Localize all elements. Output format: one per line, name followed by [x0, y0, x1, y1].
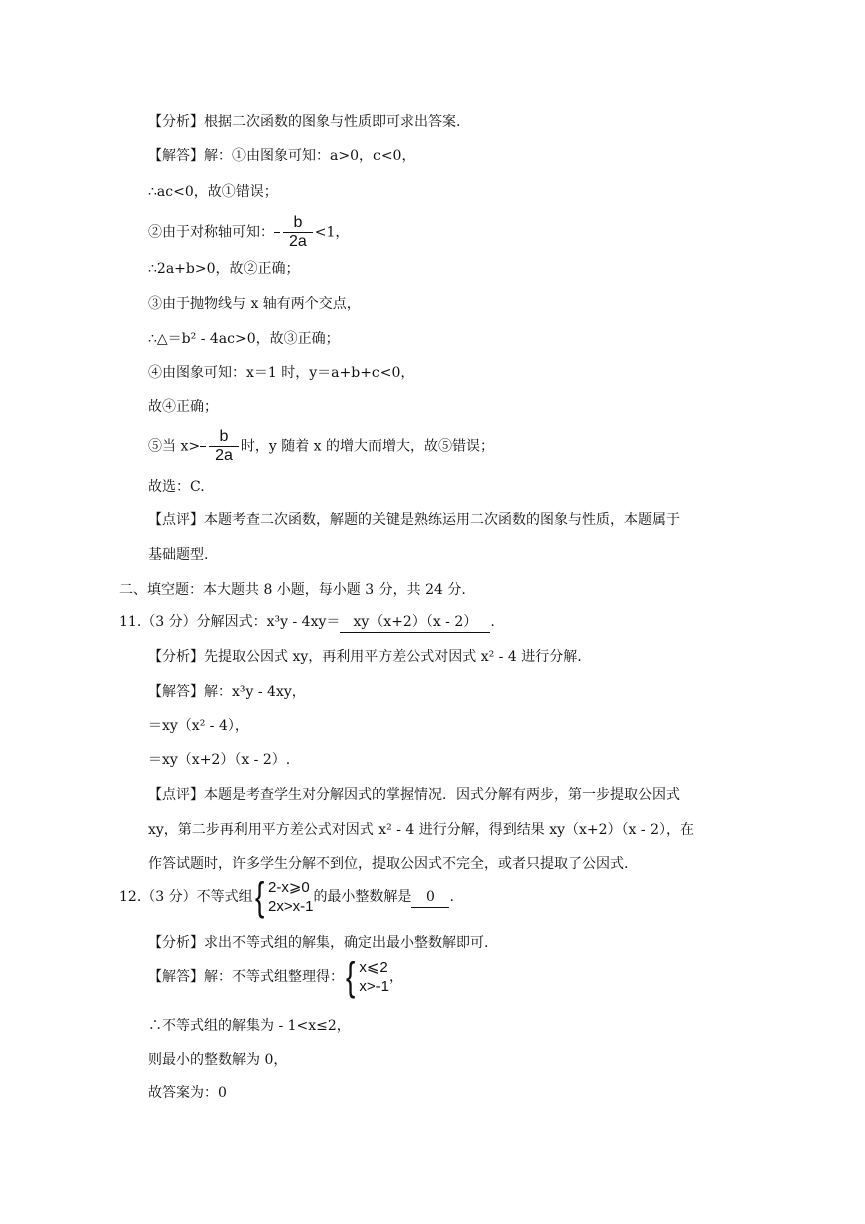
solution-1: 【解答】解：①由图象可知：a>0，c<0， — [148, 148, 416, 164]
text-line-with-fraction — [148, 428, 494, 465]
system-row: x>-1 — [359, 978, 389, 995]
comment-1: 【点评】本题考查二次函数，解题的关键是熟练运用二次函数的图象与性质，本题属于 — [148, 512, 680, 528]
text-line: 作答试题时，许多学生分解不到位，提取公因式不完全，或者只提取了公因式. — [148, 856, 629, 872]
solution-3 — [148, 957, 403, 997]
minus-sign — [274, 232, 280, 233]
text-line: ③由于抛物线与 x 轴有两个交点， — [148, 296, 361, 312]
text-line: ＝xy（x+2）（x - 2）. — [148, 752, 291, 768]
brace-icon: { — [254, 875, 264, 919]
text-segment: <1， — [314, 224, 350, 241]
system-row: x⩽2 — [359, 959, 388, 976]
text-line: ∴ac<0，故①错误； — [148, 184, 278, 200]
text-line: 基础题型. — [148, 547, 209, 563]
text-line-with-fraction — [148, 214, 349, 251]
analysis-2: 【分析】先提取公因式 xy，再利用平方差公式对因式 x² - 4 进行分解. — [148, 649, 582, 665]
fraction-denominator: 2a — [289, 233, 307, 250]
inequality-system — [253, 877, 314, 917]
text-segment: 【解答】解：不等式组整理得： — [148, 969, 344, 985]
question-text: 12.（3 分）不等式组 — [119, 889, 253, 905]
analysis-1: 【分析】根据二次函数的图象与性质即可求出答案. — [148, 114, 461, 130]
brace-icon: { — [346, 955, 356, 999]
analysis-3: 【分析】求出不等式组的解集，确定出最小整数解即可. — [148, 935, 489, 951]
text-line: ＝xy（x² - 4）， — [148, 718, 249, 734]
system-row: 2-x⩾0 — [267, 879, 310, 896]
text-segment: ②由于对称轴可知： — [148, 224, 274, 241]
text-segment: ⑤当 x> — [148, 438, 201, 455]
question-text: 11.（3 分）分解因式：x³y - 4xy＝ — [119, 614, 341, 630]
answer-blank: xy（x+2）（x - 2） — [340, 612, 490, 633]
fraction — [283, 214, 313, 251]
text-line: ④由图象可知：x＝1 时，y＝a+b+c<0， — [148, 365, 415, 381]
section-heading: 二、填空题：本大题共 8 小题，每小题 3 分，共 24 分. — [119, 582, 466, 598]
text-segment: ， — [388, 969, 403, 985]
text-line: 故答案为：0 — [148, 1085, 227, 1101]
text-segment: 时，y 随着 x 的增大而增大，故⑤错误； — [240, 438, 495, 455]
fraction-numerator: b — [283, 214, 313, 233]
comment-2: 【点评】本题是考查学生对分解因式的掌握情况．因式分解有两步，第一步提取公因式 — [148, 787, 680, 803]
inequality-system — [344, 957, 389, 997]
text-line: 故选：C. — [148, 479, 205, 495]
solution-2: 【解答】解：x³y - 4xy， — [148, 684, 306, 700]
text-line: ∴不等式组的解集为 - 1<x≤2， — [148, 1018, 351, 1034]
minus-sign — [200, 446, 206, 447]
question-12 — [119, 877, 454, 917]
system-row: 2x>x-1 — [267, 898, 314, 915]
fraction-numerator: b — [209, 428, 239, 447]
text-line: ∴△＝b² - 4ac>0，故③正确； — [148, 331, 340, 347]
fraction-denominator: 2a — [215, 447, 233, 464]
answer-blank: 0 — [411, 887, 449, 908]
fraction — [209, 428, 239, 465]
text-segment: . — [449, 889, 454, 905]
question-11 — [119, 612, 495, 633]
text-line: ∴2a+b>0，故②正确； — [148, 261, 300, 277]
text-line: 故④正确； — [148, 399, 218, 415]
text-line: 则最小的整数解为 0， — [148, 1052, 288, 1068]
text-segment: . — [490, 614, 495, 630]
text-line: xy，第二步再利用平方差公式对因式 x² - 4 进行分解，得到结果 xy（x+2）（x - 2），在 — [148, 822, 694, 838]
text-segment: 的最小整数解是 — [313, 889, 412, 905]
